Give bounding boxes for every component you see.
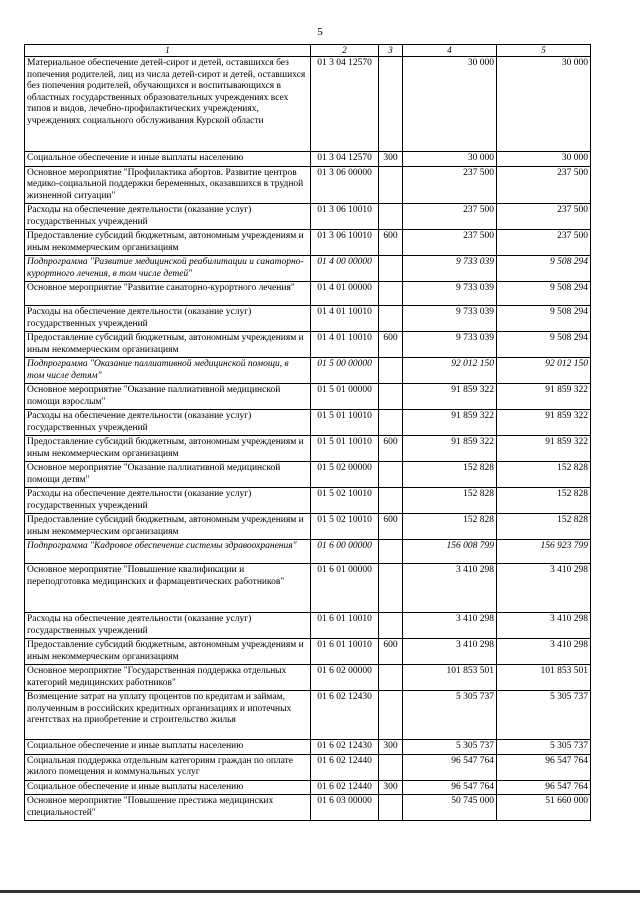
row-code-cell: 01 4 01 00000 <box>311 282 379 306</box>
row-name-cell: Предоставление субсидий бюджетным, автономным учреждениям и иным некоммерческим организациям <box>25 332 311 358</box>
row-name-cell: Расходы на обеспечение деятельности (оказание услуг) государственных учреждений <box>25 613 311 639</box>
row-value-2-cell: 51 660 000 <box>497 795 591 821</box>
row-value-2-cell: 101 853 501 <box>497 665 591 691</box>
row-value-1-cell: 91 859 322 <box>403 410 497 436</box>
table-row <box>25 230 591 256</box>
table-row <box>25 795 591 821</box>
table-row <box>25 358 591 384</box>
row-name-cell: Основное мероприятие "Государственная поддержка отдельных категорий медицинских работников" <box>25 665 311 691</box>
row-value-1-cell: 91 859 322 <box>403 384 497 410</box>
row-name-cell: Предоставление субсидий бюджетным, автономным учреждениям и иным некоммерческим организациям <box>25 639 311 665</box>
row-type-cell <box>379 410 403 436</box>
row-value-2-cell: 5 305 737 <box>497 691 591 740</box>
row-code-cell: 01 6 01 10010 <box>311 639 379 665</box>
table-row <box>25 152 591 167</box>
table-row <box>25 639 591 665</box>
table-row <box>25 436 591 462</box>
row-code-cell: 01 3 06 10010 <box>311 204 379 230</box>
row-type-cell <box>379 358 403 384</box>
table-row <box>25 488 591 514</box>
row-value-1-cell: 156 008 799 <box>403 540 497 564</box>
row-type-cell <box>379 166 403 204</box>
row-code-cell: 01 5 01 10010 <box>311 410 379 436</box>
row-value-2-cell: 237 500 <box>497 166 591 204</box>
row-type-cell <box>379 665 403 691</box>
row-value-2-cell: 30 000 <box>497 57 591 152</box>
row-value-2-cell: 92 012 150 <box>497 358 591 384</box>
row-type-cell <box>379 256 403 282</box>
row-value-2-cell: 152 828 <box>497 488 591 514</box>
row-name-cell: Основное мероприятие "Оказание паллиативной медицинской помощи детям" <box>25 462 311 488</box>
row-type-cell <box>379 613 403 639</box>
table-row <box>25 665 591 691</box>
row-name-cell: Расходы на обеспечение деятельности (оказание услуг) государственных учреждений <box>25 204 311 230</box>
row-type-cell: 600 <box>379 230 403 256</box>
header-row <box>25 45 591 57</box>
row-value-1-cell: 237 500 <box>403 230 497 256</box>
row-value-1-cell: 3 410 298 <box>403 613 497 639</box>
row-type-cell <box>379 57 403 152</box>
table-row <box>25 540 591 564</box>
table-row <box>25 613 591 639</box>
row-code-cell: 01 6 02 12430 <box>311 740 379 755</box>
row-name-cell: Основное мероприятие "Повышение квалификации и переподготовка медицинских и фармацевтических работников" <box>25 564 311 613</box>
row-type-cell <box>379 691 403 740</box>
row-code-cell: 01 5 01 10010 <box>311 436 379 462</box>
row-value-1-cell: 30 000 <box>403 57 497 152</box>
row-code-cell: 01 3 04 12570 <box>311 152 379 167</box>
row-code-cell: 01 3 06 10010 <box>311 230 379 256</box>
row-name-cell: Расходы на обеспечение деятельности (оказание услуг) государственных учреждений <box>25 410 311 436</box>
row-value-1-cell: 9 733 039 <box>403 306 497 332</box>
row-code-cell: 01 6 01 10010 <box>311 613 379 639</box>
table-row <box>25 754 591 780</box>
row-name-cell: Предоставление субсидий бюджетным, автономным учреждениям и иным некоммерческим организациям <box>25 514 311 540</box>
row-name-cell: Основное мероприятие "Профилактика абортов. Развитие центров медико-социальной поддержки беременных, оказавшихся в трудной жизненной ситуации" <box>25 166 311 204</box>
row-value-2-cell: 96 547 764 <box>497 754 591 780</box>
table-row <box>25 564 591 613</box>
row-value-2-cell: 5 305 737 <box>497 740 591 755</box>
row-code-cell: 01 5 02 10010 <box>311 514 379 540</box>
table-row <box>25 384 591 410</box>
row-type-cell: 300 <box>379 780 403 795</box>
row-type-cell <box>379 462 403 488</box>
row-code-cell: 01 6 02 00000 <box>311 665 379 691</box>
row-code-cell: 01 6 02 12430 <box>311 691 379 740</box>
row-value-2-cell: 96 547 764 <box>497 780 591 795</box>
row-value-1-cell: 101 853 501 <box>403 665 497 691</box>
header-cell: 3 <box>379 45 403 57</box>
row-value-1-cell: 3 410 298 <box>403 564 497 613</box>
row-value-1-cell: 96 547 764 <box>403 780 497 795</box>
table-row <box>25 166 591 204</box>
table-row <box>25 57 591 152</box>
row-type-cell <box>379 754 403 780</box>
row-type-cell <box>379 384 403 410</box>
header-cell: 2 <box>311 45 379 57</box>
row-name-cell: Основное мероприятие "Оказание паллиативной медицинской помощи взрослым" <box>25 384 311 410</box>
row-name-cell: Предоставление субсидий бюджетным, автономным учреждениям и иным некоммерческим организациям <box>25 436 311 462</box>
row-value-1-cell: 237 500 <box>403 204 497 230</box>
row-value-1-cell: 5 305 737 <box>403 740 497 755</box>
row-name-cell: Подпрограмма "Развитие медицинской реабилитации и санаторно-курортного лечения, в том числе детей" <box>25 256 311 282</box>
page-number: 5 <box>317 26 323 38</box>
table-row <box>25 306 591 332</box>
row-value-2-cell: 91 859 322 <box>497 436 591 462</box>
row-type-cell <box>379 282 403 306</box>
row-value-2-cell: 3 410 298 <box>497 564 591 613</box>
row-code-cell: 01 5 00 00000 <box>311 358 379 384</box>
row-code-cell: 01 6 02 12440 <box>311 780 379 795</box>
row-value-2-cell: 9 508 294 <box>497 282 591 306</box>
row-type-cell <box>379 795 403 821</box>
table-row <box>25 256 591 282</box>
row-value-2-cell: 3 410 298 <box>497 613 591 639</box>
row-value-2-cell: 152 828 <box>497 462 591 488</box>
table-row <box>25 332 591 358</box>
row-value-2-cell: 237 500 <box>497 230 591 256</box>
header-cell: 1 <box>25 45 311 57</box>
row-code-cell: 01 6 03 00000 <box>311 795 379 821</box>
row-value-2-cell: 9 508 294 <box>497 256 591 282</box>
row-value-1-cell: 91 859 322 <box>403 436 497 462</box>
row-value-1-cell: 9 733 039 <box>403 256 497 282</box>
table-row <box>25 462 591 488</box>
row-value-2-cell: 9 508 294 <box>497 306 591 332</box>
row-value-1-cell: 237 500 <box>403 166 497 204</box>
table-row <box>25 410 591 436</box>
row-type-cell: 300 <box>379 152 403 167</box>
row-name-cell: Основное мероприятие "Повышение престижа медицинских специальностей" <box>25 795 311 821</box>
row-value-1-cell: 9 733 039 <box>403 332 497 358</box>
row-name-cell: Предоставление субсидий бюджетным, автономным учреждениям и иным некоммерческим организациям <box>25 230 311 256</box>
row-name-cell: Социальное обеспечение и иные выплаты населению <box>25 740 311 755</box>
budget-table <box>24 44 591 821</box>
row-type-cell: 600 <box>379 436 403 462</box>
row-code-cell: 01 4 00 00000 <box>311 256 379 282</box>
row-name-cell: Материальное обеспечение детей-сирот и детей, оставшихся без попечения родителей, лиц из числа детей-сирот и детей, оставшихся без попечения родителей, обучающихся и воспитывающихся в областных государственных образовательных учреждениях всех типов и видов, лечебно-профилактических учреждениях, учреждениях социального обслуживания Курской области <box>25 57 311 152</box>
row-type-cell <box>379 306 403 332</box>
table-row <box>25 514 591 540</box>
table-row <box>25 691 591 740</box>
row-value-1-cell: 152 828 <box>403 488 497 514</box>
row-code-cell: 01 6 02 12440 <box>311 754 379 780</box>
row-code-cell: 01 6 01 00000 <box>311 564 379 613</box>
row-type-cell <box>379 540 403 564</box>
row-value-2-cell: 3 410 298 <box>497 639 591 665</box>
row-type-cell: 600 <box>379 639 403 665</box>
row-value-1-cell: 3 410 298 <box>403 639 497 665</box>
page-bottom-edge <box>0 890 640 893</box>
row-type-cell: 300 <box>379 740 403 755</box>
row-name-cell: Основное мероприятие "Развитие санаторно-курортного лечения" <box>25 282 311 306</box>
row-name-cell: Социальное обеспечение и иные выплаты населению <box>25 780 311 795</box>
row-value-1-cell: 50 745 000 <box>403 795 497 821</box>
row-name-cell: Социальная поддержка отдельным категориям граждан по оплате жилого помещения и коммунальных услуг <box>25 754 311 780</box>
row-value-2-cell: 9 508 294 <box>497 332 591 358</box>
row-value-2-cell: 91 859 322 <box>497 410 591 436</box>
row-value-1-cell: 92 012 150 <box>403 358 497 384</box>
row-value-1-cell: 9 733 039 <box>403 282 497 306</box>
row-name-cell: Возмещение затрат на уплату процентов по кредитам и займам, полученным в российских кредитных организациях и ипотечных агентствах на приобретение и строительство жилья <box>25 691 311 740</box>
row-value-1-cell: 152 828 <box>403 462 497 488</box>
row-code-cell: 01 5 01 00000 <box>311 384 379 410</box>
row-code-cell: 01 5 02 00000 <box>311 462 379 488</box>
row-value-2-cell: 152 828 <box>497 514 591 540</box>
row-name-cell: Социальное обеспечение и иные выплаты населению <box>25 152 311 167</box>
row-value-1-cell: 30 000 <box>403 152 497 167</box>
row-value-2-cell: 30 000 <box>497 152 591 167</box>
table-row <box>25 780 591 795</box>
row-value-1-cell: 152 828 <box>403 514 497 540</box>
row-type-cell <box>379 564 403 613</box>
row-type-cell: 600 <box>379 332 403 358</box>
header-cell: 4 <box>403 45 497 57</box>
row-type-cell <box>379 204 403 230</box>
row-value-2-cell: 156 923 799 <box>497 540 591 564</box>
row-type-cell <box>379 488 403 514</box>
row-name-cell: Подпрограмма "Оказание паллиативной медицинской помощи, в том числе детям" <box>25 358 311 384</box>
row-code-cell: 01 3 04 12570 <box>311 57 379 152</box>
row-value-1-cell: 96 547 764 <box>403 754 497 780</box>
row-value-2-cell: 91 859 322 <box>497 384 591 410</box>
row-code-cell: 01 4 01 10010 <box>311 306 379 332</box>
row-name-cell: Расходы на обеспечение деятельности (оказание услуг) государственных учреждений <box>25 488 311 514</box>
row-code-cell: 01 3 06 00000 <box>311 166 379 204</box>
table-row <box>25 204 591 230</box>
header-cell: 5 <box>497 45 591 57</box>
row-value-1-cell: 5 305 737 <box>403 691 497 740</box>
row-value-2-cell: 237 500 <box>497 204 591 230</box>
row-name-cell: Расходы на обеспечение деятельности (оказание услуг) государственных учреждений <box>25 306 311 332</box>
table-row <box>25 282 591 306</box>
row-code-cell: 01 4 01 10010 <box>311 332 379 358</box>
row-name-cell: Подпрограмма "Кадровое обеспечение системы здравоохранения" <box>25 540 311 564</box>
row-type-cell: 600 <box>379 514 403 540</box>
row-code-cell: 01 5 02 10010 <box>311 488 379 514</box>
row-code-cell: 01 6 00 00000 <box>311 540 379 564</box>
table-row <box>25 740 591 755</box>
